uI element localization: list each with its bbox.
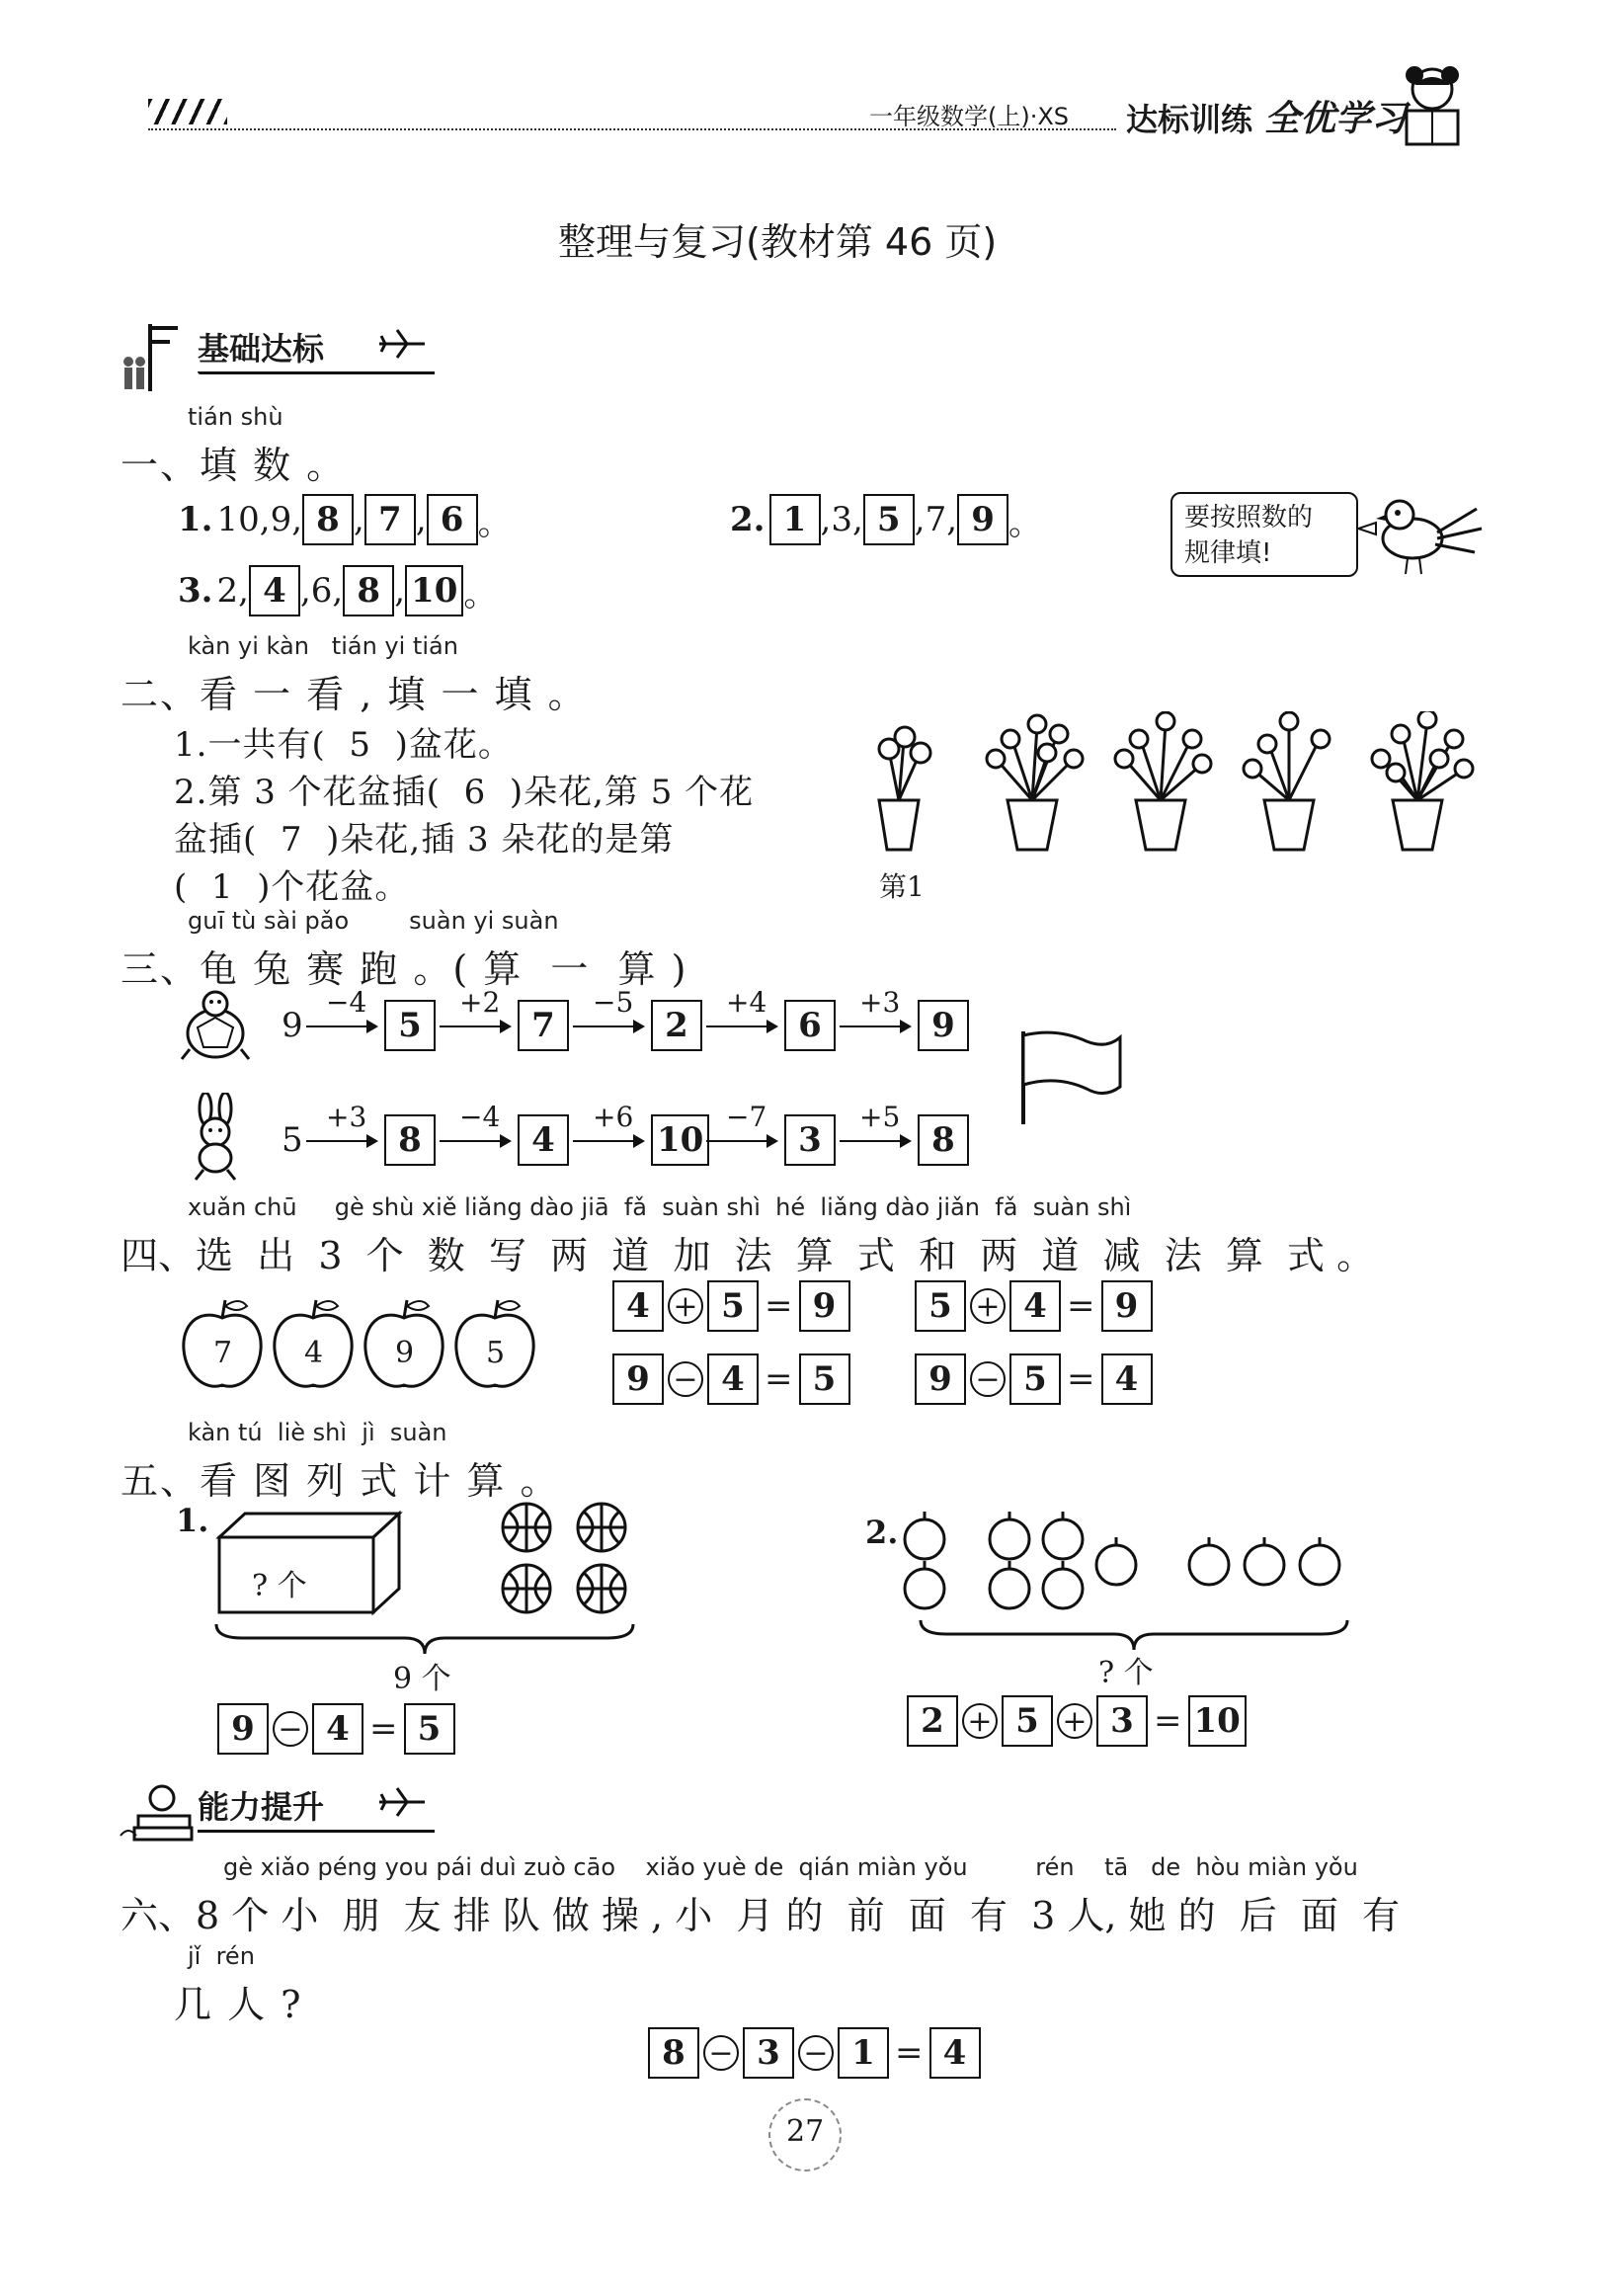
bird-icon [1358, 489, 1487, 578]
turtle-start: 9 [282, 1006, 303, 1045]
number-box: 5 [707, 1280, 759, 1332]
q1-p2-label: 2. [730, 500, 766, 539]
operator-circle: + [668, 1288, 703, 1324]
q1-p3-item-3: 6 [310, 571, 333, 611]
page-title: 整理与复习(教材第 46 页) [558, 220, 998, 264]
section-advanced [119, 1776, 435, 1836]
equation-row [907, 1695, 1247, 1747]
operator-circle: − [273, 1711, 308, 1747]
turtle-arrow [440, 1025, 510, 1027]
q1-p2-item-4: 7 [925, 500, 947, 539]
turtle-op: +2 [459, 986, 501, 1019]
q5-pinyin: kàn tú liè shì jì suàn [188, 1419, 447, 1446]
apple-number: 7 [213, 1336, 233, 1370]
rabbit-icon [176, 1093, 255, 1182]
operator-circle: − [703, 2035, 739, 2071]
q1-p1-box-2: 7 [364, 494, 416, 545]
rabbit-op: +6 [593, 1101, 634, 1133]
q4-pinyin: xuǎn chū gè shù xiě liǎng dào jiā fǎ suàn shì hé liǎng dào jiǎn fǎ suàn shì [188, 1193, 1132, 1221]
rabbit-arrow [306, 1140, 376, 1142]
rabbit-arrow [440, 1140, 510, 1142]
equation-row [915, 1280, 1153, 1332]
q1-p2-box-3: 5 [863, 494, 915, 545]
operator-circle: − [970, 1361, 1006, 1397]
turtle-box: 9 [918, 1000, 969, 1051]
section-advanced-label: 能力提升 [198, 1788, 325, 1826]
section-basic-label: 基础达标 [198, 330, 325, 368]
rabbit-box: 10 [651, 1114, 709, 1166]
number-box: 3 [1096, 1695, 1148, 1747]
rabbit-op: −7 [726, 1101, 767, 1133]
q6-pinyin-2: jǐ rén [188, 1942, 255, 1970]
total-2-label: ? 个 [1098, 1656, 1154, 1690]
section-basic-underline [198, 371, 435, 374]
books-icon [119, 1776, 198, 1845]
result-box: 5 [799, 1353, 850, 1405]
plane-icon [377, 326, 427, 362]
turtle-box: 7 [518, 1000, 569, 1051]
result-box: 4 [1101, 1353, 1153, 1405]
equation-row [648, 2027, 981, 2079]
plane-icon [377, 1784, 427, 1820]
operator-circle: + [1057, 1703, 1092, 1739]
q1-p1-start: 10,9, [216, 500, 303, 539]
q1-part1: 1. 10,9, 8 , 7 , 6 。 [174, 494, 512, 545]
rabbit-arrow [706, 1140, 776, 1142]
hint-bubble [1170, 492, 1358, 577]
q2-heading: 二、看 一 看 , 填 一 填 。 [121, 673, 588, 716]
hint-line-1: 要按照数的 [1184, 503, 1314, 533]
operator-circle: − [798, 2035, 834, 2071]
result-box: 9 [799, 1280, 850, 1332]
turtle-arrow [840, 1025, 910, 1027]
apples-illustration [899, 1506, 1353, 1614]
turtle-op: −5 [593, 986, 634, 1019]
turtle-box: 6 [784, 1000, 836, 1051]
header-hatch [148, 99, 227, 124]
equals-sign: = [1067, 1286, 1095, 1326]
result-box: 4 [929, 2027, 981, 2079]
q1-heading: 一、填 数 。 [121, 444, 347, 487]
equals-sign: = [1154, 1701, 1182, 1741]
number-box: 5 [915, 1280, 966, 1332]
q4-heading: 四、选 出 3 个 数 写 两 道 加 法 算 式 和 两 道 减 法 算 式 。 [121, 1234, 1375, 1277]
q1-p1-box-3: 6 [427, 494, 478, 545]
q2-line-3: 盆插( 7 )朵花,插 3 朵花的是第 [174, 820, 675, 860]
reading-girl-icon [1393, 61, 1472, 152]
q5-p1-label: 1. [176, 1502, 209, 1539]
basketballs-illustration [499, 1500, 637, 1618]
turtle-op: +4 [726, 986, 767, 1019]
rabbit-op: +5 [859, 1101, 901, 1133]
q1-p3-label: 3. [178, 571, 213, 611]
result-box: 10 [1188, 1695, 1247, 1747]
equals-sign: = [765, 1359, 793, 1399]
equals-sign: = [1067, 1359, 1095, 1399]
q1-p1-label: 1. [178, 500, 213, 539]
q3-pinyin: guī tù sài pǎo suàn yi suàn [188, 907, 559, 935]
section-basic [119, 318, 435, 377]
number-box: 4 [1009, 1280, 1061, 1332]
number-box: 3 [743, 2027, 794, 2079]
q1-p2-box-1: 1 [769, 494, 821, 545]
rabbit-box: 4 [518, 1114, 569, 1166]
number-box: 9 [612, 1353, 664, 1405]
operator-circle: + [970, 1288, 1006, 1324]
rabbit-box: 8 [918, 1114, 969, 1166]
hint-line-2: 规律填! [1184, 538, 1272, 568]
q2-line-4: ( 1 )个花盆。 [174, 867, 410, 907]
apple-number: 9 [395, 1336, 415, 1370]
q1-p3-item-1: 2 [216, 571, 239, 611]
rabbit-op: −4 [459, 1101, 501, 1133]
rabbit-op: +3 [326, 1101, 367, 1133]
result-box: 5 [404, 1703, 455, 1755]
apple-number: 4 [304, 1336, 324, 1370]
q2-line-1: 1.一共有( 5 )盆花。 [174, 725, 513, 765]
header-brand-b: 全优学习 [1264, 98, 1408, 139]
q1-p3-box-5: 10 [405, 565, 463, 616]
section-advanced-underline [198, 1830, 435, 1833]
q1-p3-box-2: 4 [249, 565, 300, 616]
signpost-icon [119, 318, 198, 395]
number-box: 5 [1002, 1695, 1053, 1747]
rabbit-box: 3 [784, 1114, 836, 1166]
equation-row [612, 1353, 850, 1405]
header-brand-a: 达标训练 [1126, 101, 1253, 138]
flower-pots-illustration [849, 711, 1482, 869]
q6-pinyin-1: gè xiǎo péng you pái duì zuò cāo xiǎo yuè de qián miàn yǒu rén tā de hòu miàn yǒu [223, 1853, 1358, 1881]
q1-part3: 3. 2 , 4 , 6 , 8 , 10 。 [174, 565, 497, 616]
page-number: 27 [786, 2114, 825, 2149]
apple-number: 5 [486, 1336, 506, 1370]
number-box: 4 [612, 1280, 664, 1332]
equation-row [217, 1703, 455, 1755]
number-box: 2 [907, 1695, 958, 1747]
equals-sign: = [765, 1286, 793, 1326]
q3-heading: 三、龟 兔 赛 跑 。( 算 一 算 ) [121, 947, 688, 991]
number-box: 4 [312, 1703, 363, 1755]
q2-line-2: 2.第 3 个花盆插( 6 )朵花,第 5 个花 [174, 773, 755, 812]
rabbit-start: 5 [282, 1120, 303, 1160]
q6-line-1: 六、8 个 小 朋 友 排 队 做 操 , 小 月 的 前 面 有 3 人, 她 的 后 面 有 [121, 1894, 1401, 1937]
q1-pinyin: tián shù [188, 403, 283, 431]
q6-line-2: 几 人 ? [174, 1983, 303, 2026]
turtle-icon [176, 988, 255, 1067]
header-subtitle: 一年级数学(上)·XS [869, 103, 1070, 130]
q1-p2-box-5: 9 [957, 494, 1008, 545]
equation-row [612, 1280, 850, 1332]
turtle-arrow [706, 1025, 776, 1027]
q1-part2: 2. 1 , 3 , 5 , 7 , 9 。 [726, 494, 1042, 545]
number-box: 4 [707, 1353, 759, 1405]
turtle-arrow [573, 1025, 643, 1027]
turtle-op: −4 [326, 986, 367, 1019]
number-box: 9 [915, 1353, 966, 1405]
turtle-arrow [306, 1025, 376, 1027]
q2-pinyin: kàn yi kàn tián yi tián [188, 632, 458, 660]
first-pot-label: 第1 [879, 870, 925, 903]
rabbit-box: 8 [384, 1114, 436, 1166]
number-box: 1 [838, 2027, 889, 2079]
q1-p1-box-1: 8 [302, 494, 354, 545]
q1-p3-box-4: 8 [343, 565, 394, 616]
equals-sign: = [895, 2033, 924, 2073]
turtle-box: 2 [651, 1000, 702, 1051]
equals-sign: = [369, 1709, 398, 1749]
flag-icon [1017, 1027, 1126, 1126]
rabbit-arrow [840, 1140, 910, 1142]
q5-heading: 五、看 图 列 式 计 算 。 [121, 1459, 560, 1503]
box-illustration [215, 1508, 403, 1616]
number-box: 8 [648, 2027, 699, 2079]
operator-circle: − [668, 1361, 703, 1397]
q5-p2-label: 2. [865, 1514, 899, 1551]
result-box: 9 [1101, 1280, 1153, 1332]
operator-circle: + [962, 1703, 998, 1739]
number-box: 9 [217, 1703, 269, 1755]
box-label: ? 个 [252, 1569, 307, 1603]
turtle-op: +3 [859, 986, 901, 1019]
total-1-label: 9 个 [393, 1662, 451, 1696]
equation-row [915, 1353, 1153, 1405]
turtle-box: 5 [384, 1000, 436, 1051]
rabbit-arrow [573, 1140, 643, 1142]
header [0, 0, 1613, 158]
q1-p2-item-2: 3 [831, 500, 852, 539]
number-box: 5 [1009, 1353, 1061, 1405]
